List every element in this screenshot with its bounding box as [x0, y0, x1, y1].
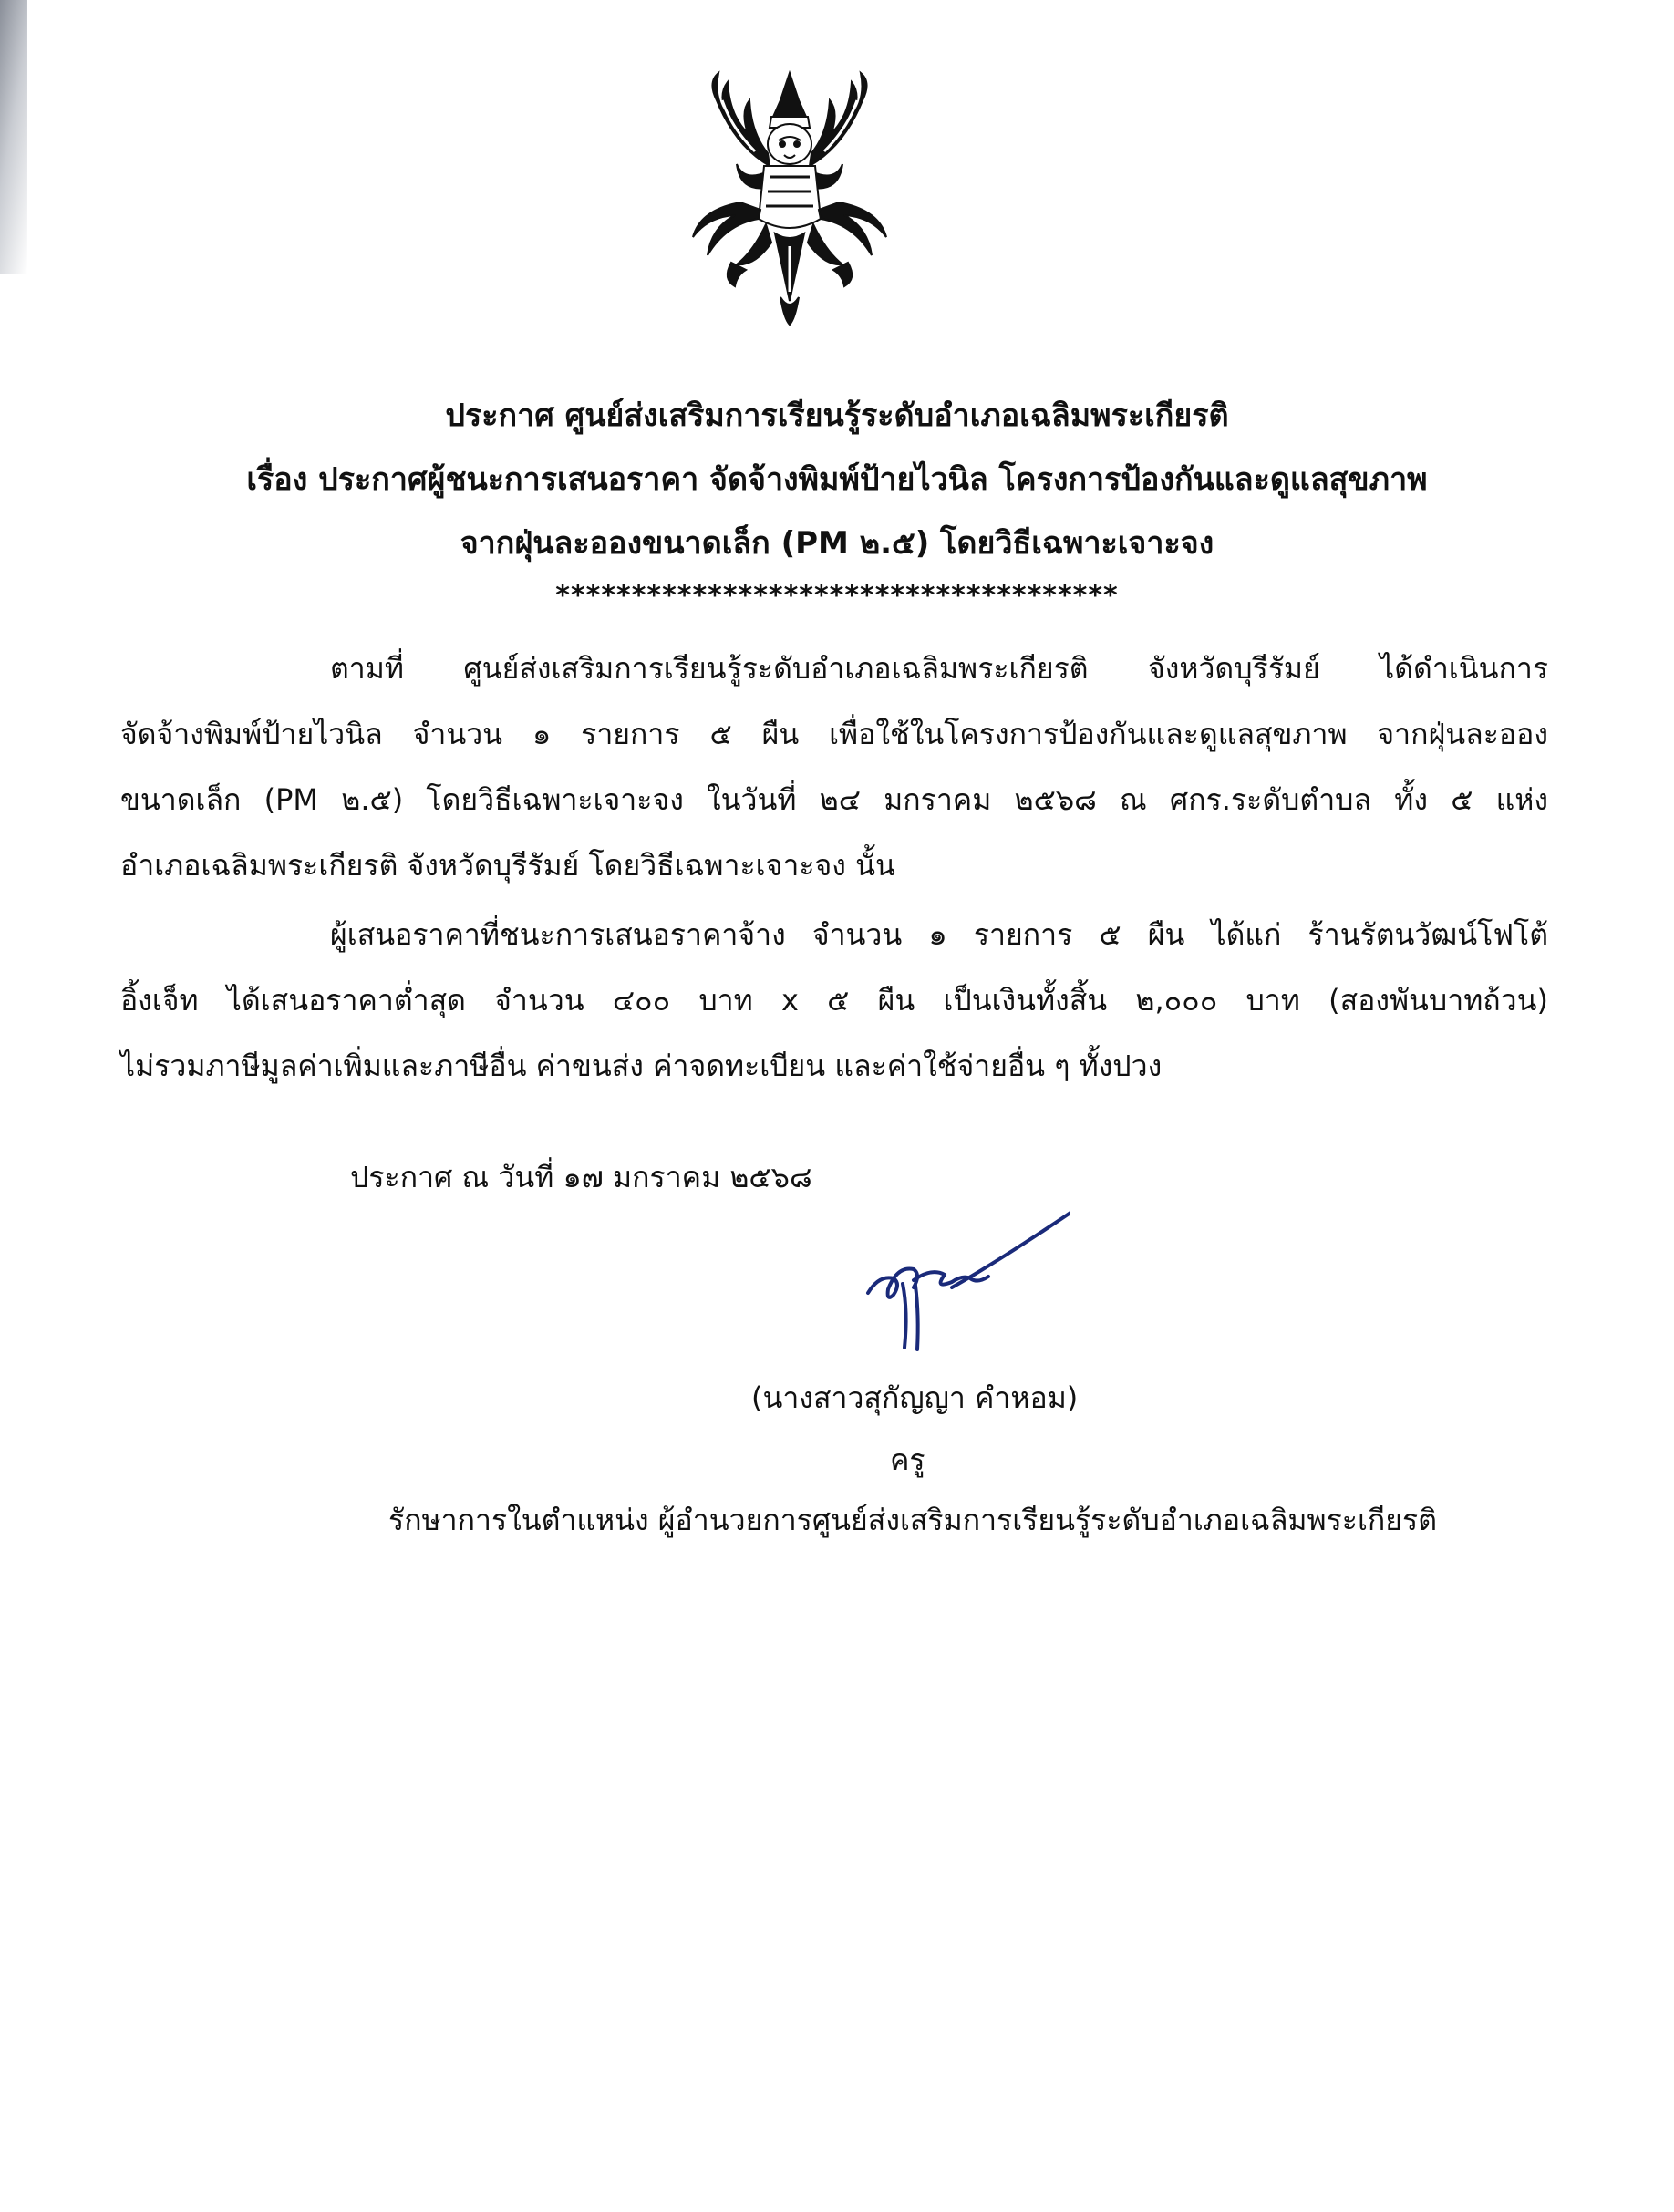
para1-line-1: ตามที่ ศูนย์ส่งเสริมการเรียนรู้ระดับอำเภอเฉลิมพระเกียรติ จังหวัดบุรีรัมย์ ได้ดำเนินการ	[330, 651, 1548, 686]
para1-line-2: จัดจ้างพิมพ์ป้ายไวนิล จำนวน ๑ รายการ ๕ ผืน เพื่อใช้ในโครงการป้องกันและดูแลสุขภาพ จากฝุ่นละออง	[120, 717, 1548, 751]
separator: *************************************	[555, 580, 1119, 612]
para2-line-3: ไม่รวมภาษีมูลค่าเพิ่มและภาษีอื่น ค่าขนส่ง ค่าจดทะเบียน และค่าใช้จ่ายอื่น ๆ ทั้งปวง	[120, 1049, 1162, 1083]
announce-date: ประกาศ ณ วันที่ ๑๗ มกราคม ๒๕๖๘	[350, 1160, 812, 1194]
title-line-3: จากฝุ่นละอองขนาดเล็ก (PM ๒.๕) โดยวิธีเฉพาะเจาะจง	[460, 525, 1214, 562]
title-line-1: ประกาศ ศูนย์ส่งเสริมการเรียนรู้ระดับอำเภอเฉลิมพระเกียรติ	[445, 398, 1229, 434]
title-line-2: เรื่อง ประกาศผู้ชนะการเสนอราคา จัดจ้างพิมพ์ป้ายไวนิล โครงการป้องกันและดูแลสุขภาพ	[246, 461, 1428, 498]
page-edge-shadow	[0, 0, 27, 274]
para2-line-2: อิ้งเจ็ท ได้เสนอราคาต่ำสุด จำนวน ๔๐๐ บาท x ๕ ผืน เป็นเงินทั้งสิ้น ๒,๐๐๐ บาท (สองพันบาทถ้วน)	[120, 983, 1548, 1018]
para1-line-4: อำเภอเฉลิมพระเกียรติ จังหวัดบุรีรัมย์ โดยวิธีเฉพาะเจาะจง นั้น	[120, 848, 895, 883]
signatory-name: (นางสาวสุกัญญา คำหอม)	[751, 1380, 1079, 1415]
para1-line-3: ขนาดเล็ก (PM ๒.๕) โดยวิธีเฉพาะเจาะจง ในวันที่ ๒๔ มกราคม ๒๕๖๘ ณ ศกร.ระดับตำบล ทั้ง ๕ แห่ง	[120, 782, 1549, 817]
handwritten-signature-icon	[861, 1202, 1070, 1357]
para2-line-1: ผู้เสนอราคาที่ชนะการเสนอราคาจ้าง จำนวน ๑ รายการ ๕ ผืน ได้แก่ ร้านรัตนวัฒน์โฟโต้	[330, 917, 1548, 952]
garuda-emblem-icon	[653, 64, 926, 337]
signatory-acting-title: รักษาการในตำแหน่ง ผู้อำนวยการศูนย์ส่งเสริมการเรียนรู้ระดับอำเภอเฉลิมพระเกียรติ	[388, 1503, 1438, 1537]
signatory-position: ครู	[890, 1442, 925, 1477]
